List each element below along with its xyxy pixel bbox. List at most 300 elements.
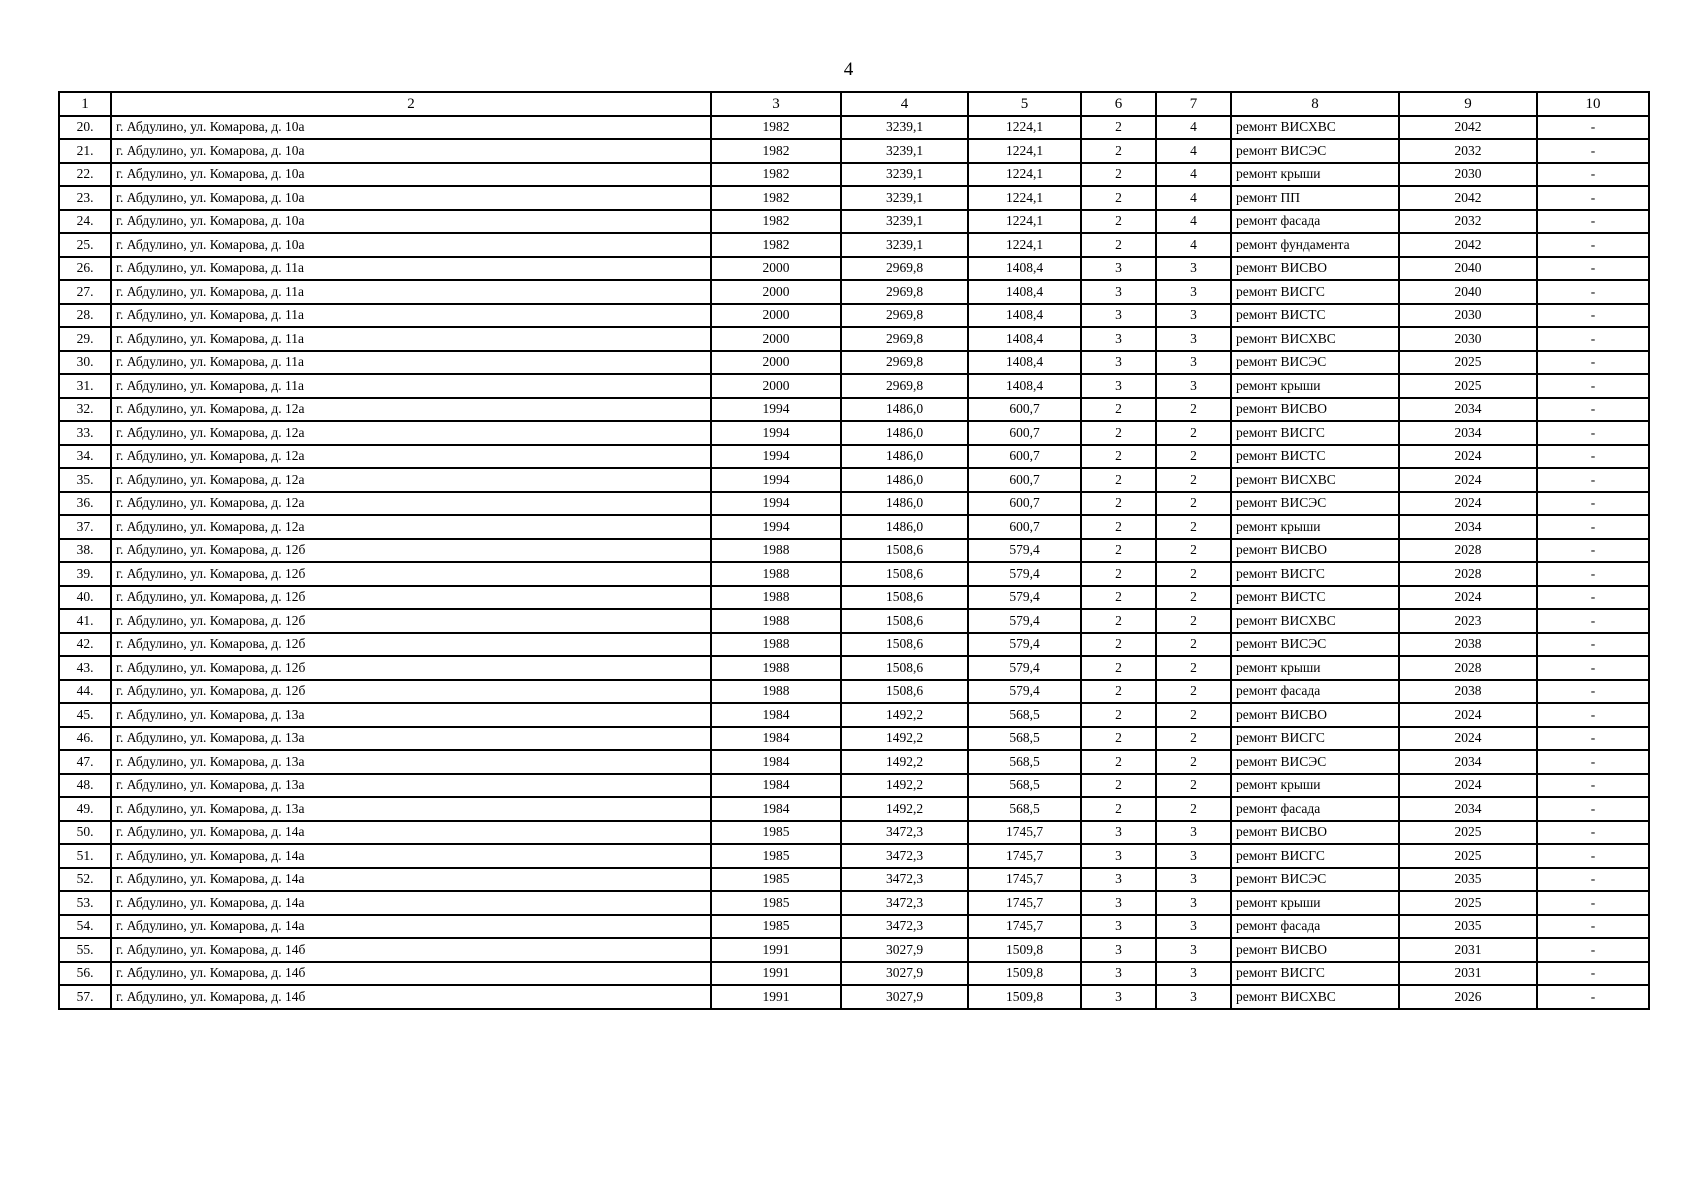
work-type-cell: ремонт ВИСГС [1231, 962, 1399, 986]
planned-year-cell: 2034 [1399, 398, 1537, 422]
living-area-cell: 579,4 [968, 680, 1081, 704]
work-type-cell: ремонт фасада [1231, 797, 1399, 821]
row-number-cell: 43. [59, 656, 111, 680]
note-cell: - [1537, 962, 1649, 986]
floors-cell: 3 [1081, 304, 1156, 328]
row-number-cell: 22. [59, 163, 111, 187]
total-area-cell: 1508,6 [841, 586, 968, 610]
planned-year-cell: 2035 [1399, 915, 1537, 939]
note-cell: - [1537, 210, 1649, 234]
note-cell: - [1537, 421, 1649, 445]
row-number-cell: 32. [59, 398, 111, 422]
floors-cell: 3 [1081, 351, 1156, 375]
planned-year-cell: 2032 [1399, 210, 1537, 234]
row-number-cell: 57. [59, 985, 111, 1009]
living-area-cell: 600,7 [968, 421, 1081, 445]
note-cell: - [1537, 633, 1649, 657]
work-type-cell: ремонт ВИСВО [1231, 821, 1399, 845]
entrances-cell: 3 [1156, 985, 1231, 1009]
entrances-cell: 2 [1156, 797, 1231, 821]
address-cell: г. Абдулино, ул. Комарова, д. 11а [111, 327, 711, 351]
row-number-cell: 21. [59, 139, 111, 163]
living-area-cell: 600,7 [968, 398, 1081, 422]
row-number-cell: 23. [59, 186, 111, 210]
note-cell: - [1537, 797, 1649, 821]
entrances-cell: 2 [1156, 656, 1231, 680]
floors-cell: 2 [1081, 656, 1156, 680]
row-number-cell: 28. [59, 304, 111, 328]
year-built-cell: 2000 [711, 280, 841, 304]
total-area-cell: 1486,0 [841, 398, 968, 422]
work-type-cell: ремонт ВИСХВС [1231, 116, 1399, 140]
entrances-cell: 4 [1156, 186, 1231, 210]
row-number-cell: 50. [59, 821, 111, 845]
row-number-cell: 54. [59, 915, 111, 939]
row-number-cell: 38. [59, 539, 111, 563]
work-type-cell: ремонт крыши [1231, 374, 1399, 398]
living-area-cell: 568,5 [968, 727, 1081, 751]
living-area-cell: 1224,1 [968, 210, 1081, 234]
floors-cell: 2 [1081, 233, 1156, 257]
column-header: 7 [1156, 92, 1231, 116]
table-row [59, 915, 1649, 939]
planned-year-cell: 2028 [1399, 656, 1537, 680]
entrances-cell: 2 [1156, 492, 1231, 516]
entrances-cell: 2 [1156, 539, 1231, 563]
note-cell: - [1537, 656, 1649, 680]
living-area-cell: 600,7 [968, 468, 1081, 492]
address-cell: г. Абдулино, ул. Комарова, д. 10а [111, 210, 711, 234]
address-cell: г. Абдулино, ул. Комарова, д. 14а [111, 821, 711, 845]
entrances-cell: 2 [1156, 421, 1231, 445]
work-type-cell: ремонт крыши [1231, 656, 1399, 680]
row-number-cell: 35. [59, 468, 111, 492]
living-area-cell: 579,4 [968, 539, 1081, 563]
table-row [59, 116, 1649, 140]
row-number-cell: 46. [59, 727, 111, 751]
entrances-cell: 3 [1156, 327, 1231, 351]
living-area-cell: 1224,1 [968, 116, 1081, 140]
planned-year-cell: 2032 [1399, 139, 1537, 163]
table-row [59, 962, 1649, 986]
column-header: 5 [968, 92, 1081, 116]
total-area-cell: 3472,3 [841, 821, 968, 845]
floors-cell: 3 [1081, 915, 1156, 939]
column-header: 8 [1231, 92, 1399, 116]
entrances-cell: 2 [1156, 750, 1231, 774]
table-row [59, 938, 1649, 962]
year-built-cell: 2000 [711, 257, 841, 281]
floors-cell: 2 [1081, 797, 1156, 821]
total-area-cell: 3239,1 [841, 186, 968, 210]
floors-cell: 2 [1081, 562, 1156, 586]
table-row [59, 398, 1649, 422]
table-row [59, 821, 1649, 845]
note-cell: - [1537, 257, 1649, 281]
work-type-cell: ремонт фасада [1231, 680, 1399, 704]
address-cell: г. Абдулино, ул. Комарова, д. 14а [111, 891, 711, 915]
planned-year-cell: 2024 [1399, 774, 1537, 798]
floors-cell: 2 [1081, 398, 1156, 422]
table-row [59, 586, 1649, 610]
address-cell: г. Абдулино, ул. Комарова, д. 12б [111, 633, 711, 657]
column-header: 3 [711, 92, 841, 116]
row-number-cell: 24. [59, 210, 111, 234]
note-cell: - [1537, 492, 1649, 516]
total-area-cell: 1492,2 [841, 727, 968, 751]
work-type-cell: ремонт ВИСХВС [1231, 327, 1399, 351]
floors-cell: 3 [1081, 891, 1156, 915]
living-area-cell: 1224,1 [968, 233, 1081, 257]
entrances-cell: 4 [1156, 116, 1231, 140]
year-built-cell: 2000 [711, 327, 841, 351]
total-area-cell: 1508,6 [841, 539, 968, 563]
work-type-cell: ремонт ВИСХВС [1231, 985, 1399, 1009]
note-cell: - [1537, 609, 1649, 633]
table-row [59, 656, 1649, 680]
address-cell: г. Абдулино, ул. Комарова, д. 14б [111, 938, 711, 962]
year-built-cell: 1982 [711, 163, 841, 187]
entrances-cell: 3 [1156, 868, 1231, 892]
table-row [59, 374, 1649, 398]
row-number-cell: 44. [59, 680, 111, 704]
planned-year-cell: 2031 [1399, 938, 1537, 962]
address-cell: г. Абдулино, ул. Комарова, д. 14а [111, 844, 711, 868]
work-type-cell: ремонт ВИСВО [1231, 938, 1399, 962]
address-cell: г. Абдулино, ул. Комарова, д. 10а [111, 186, 711, 210]
total-area-cell: 3472,3 [841, 891, 968, 915]
year-built-cell: 1985 [711, 891, 841, 915]
table-row [59, 562, 1649, 586]
entrances-cell: 3 [1156, 938, 1231, 962]
entrances-cell: 3 [1156, 891, 1231, 915]
row-number-cell: 41. [59, 609, 111, 633]
row-number-cell: 26. [59, 257, 111, 281]
total-area-cell: 3472,3 [841, 868, 968, 892]
table-row [59, 891, 1649, 915]
year-built-cell: 1985 [711, 915, 841, 939]
address-cell: г. Абдулино, ул. Комарова, д. 11а [111, 257, 711, 281]
year-built-cell: 1982 [711, 116, 841, 140]
note-cell: - [1537, 774, 1649, 798]
entrances-cell: 2 [1156, 703, 1231, 727]
row-number-cell: 27. [59, 280, 111, 304]
living-area-cell: 579,4 [968, 586, 1081, 610]
address-cell: г. Абдулино, ул. Комарова, д. 11а [111, 304, 711, 328]
planned-year-cell: 2038 [1399, 680, 1537, 704]
living-area-cell: 1745,7 [968, 891, 1081, 915]
work-type-cell: ремонт крыши [1231, 891, 1399, 915]
total-area-cell: 1508,6 [841, 562, 968, 586]
entrances-cell: 2 [1156, 515, 1231, 539]
total-area-cell: 2969,8 [841, 280, 968, 304]
year-built-cell: 2000 [711, 351, 841, 375]
year-built-cell: 1985 [711, 821, 841, 845]
year-built-cell: 1994 [711, 398, 841, 422]
note-cell: - [1537, 515, 1649, 539]
repair-schedule-table [58, 91, 1650, 1010]
planned-year-cell: 2042 [1399, 233, 1537, 257]
planned-year-cell: 2023 [1399, 609, 1537, 633]
table-body [59, 116, 1649, 1009]
floors-cell: 3 [1081, 962, 1156, 986]
year-built-cell: 1988 [711, 539, 841, 563]
row-number-cell: 49. [59, 797, 111, 821]
table-row [59, 703, 1649, 727]
row-number-cell: 39. [59, 562, 111, 586]
table-row [59, 163, 1649, 187]
year-built-cell: 1988 [711, 633, 841, 657]
year-built-cell: 1991 [711, 938, 841, 962]
planned-year-cell: 2042 [1399, 186, 1537, 210]
living-area-cell: 600,7 [968, 492, 1081, 516]
work-type-cell: ремонт ВИСЭС [1231, 750, 1399, 774]
living-area-cell: 1509,8 [968, 962, 1081, 986]
entrances-cell: 2 [1156, 774, 1231, 798]
note-cell: - [1537, 750, 1649, 774]
table-row [59, 750, 1649, 774]
living-area-cell: 1408,4 [968, 280, 1081, 304]
address-cell: г. Абдулино, ул. Комарова, д. 10а [111, 139, 711, 163]
table-row [59, 515, 1649, 539]
work-type-cell: ремонт ВИСВО [1231, 703, 1399, 727]
planned-year-cell: 2030 [1399, 304, 1537, 328]
year-built-cell: 2000 [711, 374, 841, 398]
floors-cell: 2 [1081, 703, 1156, 727]
year-built-cell: 1988 [711, 680, 841, 704]
planned-year-cell: 2042 [1399, 116, 1537, 140]
living-area-cell: 568,5 [968, 703, 1081, 727]
living-area-cell: 1509,8 [968, 938, 1081, 962]
entrances-cell: 2 [1156, 445, 1231, 469]
row-number-cell: 33. [59, 421, 111, 445]
living-area-cell: 1408,4 [968, 351, 1081, 375]
living-area-cell: 568,5 [968, 774, 1081, 798]
row-number-cell: 34. [59, 445, 111, 469]
note-cell: - [1537, 327, 1649, 351]
address-cell: г. Абдулино, ул. Комарова, д. 12б [111, 586, 711, 610]
work-type-cell: ремонт ВИСТС [1231, 304, 1399, 328]
note-cell: - [1537, 116, 1649, 140]
work-type-cell: ремонт ВИСВО [1231, 539, 1399, 563]
total-area-cell: 2969,8 [841, 327, 968, 351]
row-number-cell: 20. [59, 116, 111, 140]
work-type-cell: ремонт ВИСЭС [1231, 351, 1399, 375]
floors-cell: 3 [1081, 327, 1156, 351]
planned-year-cell: 2040 [1399, 257, 1537, 281]
year-built-cell: 2000 [711, 304, 841, 328]
total-area-cell: 3027,9 [841, 962, 968, 986]
living-area-cell: 1224,1 [968, 139, 1081, 163]
total-area-cell: 2969,8 [841, 374, 968, 398]
planned-year-cell: 2024 [1399, 468, 1537, 492]
total-area-cell: 2969,8 [841, 304, 968, 328]
work-type-cell: ремонт ВИСГС [1231, 727, 1399, 751]
planned-year-cell: 2031 [1399, 962, 1537, 986]
work-type-cell: ремонт ВИСГС [1231, 844, 1399, 868]
table-row [59, 257, 1649, 281]
entrances-cell: 3 [1156, 257, 1231, 281]
total-area-cell: 1486,0 [841, 445, 968, 469]
floors-cell: 2 [1081, 774, 1156, 798]
address-cell: г. Абдулино, ул. Комарова, д. 12а [111, 515, 711, 539]
entrances-cell: 3 [1156, 374, 1231, 398]
living-area-cell: 1745,7 [968, 844, 1081, 868]
work-type-cell: ремонт крыши [1231, 774, 1399, 798]
year-built-cell: 1984 [711, 703, 841, 727]
entrances-cell: 3 [1156, 844, 1231, 868]
work-type-cell: ремонт ВИСХВС [1231, 468, 1399, 492]
total-area-cell: 3239,1 [841, 233, 968, 257]
total-area-cell: 2969,8 [841, 257, 968, 281]
entrances-cell: 4 [1156, 163, 1231, 187]
living-area-cell: 579,4 [968, 656, 1081, 680]
planned-year-cell: 2025 [1399, 374, 1537, 398]
address-cell: г. Абдулино, ул. Комарова, д. 11а [111, 351, 711, 375]
entrances-cell: 3 [1156, 821, 1231, 845]
year-built-cell: 1982 [711, 139, 841, 163]
entrances-cell: 3 [1156, 962, 1231, 986]
entrances-cell: 2 [1156, 562, 1231, 586]
work-type-cell: ремонт ВИСЭС [1231, 633, 1399, 657]
living-area-cell: 568,5 [968, 750, 1081, 774]
row-number-cell: 29. [59, 327, 111, 351]
row-number-cell: 31. [59, 374, 111, 398]
note-cell: - [1537, 374, 1649, 398]
note-cell: - [1537, 445, 1649, 469]
work-type-cell: ремонт крыши [1231, 515, 1399, 539]
total-area-cell: 1486,0 [841, 515, 968, 539]
floors-cell: 2 [1081, 727, 1156, 751]
work-type-cell: ремонт ВИСХВС [1231, 609, 1399, 633]
address-cell: г. Абдулино, ул. Комарова, д. 12а [111, 398, 711, 422]
work-type-cell: ремонт ВИСТС [1231, 445, 1399, 469]
floors-cell: 3 [1081, 868, 1156, 892]
total-area-cell: 3239,1 [841, 116, 968, 140]
table-row [59, 492, 1649, 516]
note-cell: - [1537, 868, 1649, 892]
planned-year-cell: 2028 [1399, 562, 1537, 586]
entrances-cell: 4 [1156, 233, 1231, 257]
year-built-cell: 1988 [711, 562, 841, 586]
row-number-cell: 55. [59, 938, 111, 962]
total-area-cell: 1508,6 [841, 680, 968, 704]
year-built-cell: 1991 [711, 962, 841, 986]
total-area-cell: 3239,1 [841, 163, 968, 187]
living-area-cell: 1408,4 [968, 304, 1081, 328]
floors-cell: 3 [1081, 938, 1156, 962]
living-area-cell: 1745,7 [968, 868, 1081, 892]
note-cell: - [1537, 280, 1649, 304]
address-cell: г. Абдулино, ул. Комарова, д. 14а [111, 868, 711, 892]
address-cell: г. Абдулино, ул. Комарова, д. 11а [111, 280, 711, 304]
note-cell: - [1537, 891, 1649, 915]
table-row [59, 139, 1649, 163]
note-cell: - [1537, 703, 1649, 727]
year-built-cell: 1984 [711, 797, 841, 821]
planned-year-cell: 2024 [1399, 492, 1537, 516]
table-row [59, 797, 1649, 821]
note-cell: - [1537, 186, 1649, 210]
table-row [59, 727, 1649, 751]
row-number-cell: 42. [59, 633, 111, 657]
total-area-cell: 1492,2 [841, 797, 968, 821]
floors-cell: 2 [1081, 163, 1156, 187]
table-row [59, 774, 1649, 798]
note-cell: - [1537, 562, 1649, 586]
work-type-cell: ремонт ВИСЭС [1231, 868, 1399, 892]
note-cell: - [1537, 351, 1649, 375]
row-number-cell: 25. [59, 233, 111, 257]
work-type-cell: ремонт ВИСЭС [1231, 139, 1399, 163]
total-area-cell: 3239,1 [841, 139, 968, 163]
year-built-cell: 1991 [711, 985, 841, 1009]
planned-year-cell: 2025 [1399, 821, 1537, 845]
entrances-cell: 2 [1156, 680, 1231, 704]
row-number-cell: 48. [59, 774, 111, 798]
planned-year-cell: 2025 [1399, 844, 1537, 868]
living-area-cell: 1224,1 [968, 163, 1081, 187]
living-area-cell: 1408,4 [968, 257, 1081, 281]
floors-cell: 2 [1081, 609, 1156, 633]
floors-cell: 2 [1081, 421, 1156, 445]
planned-year-cell: 2040 [1399, 280, 1537, 304]
note-cell: - [1537, 586, 1649, 610]
total-area-cell: 1508,6 [841, 633, 968, 657]
work-type-cell: ремонт ВИСЭС [1231, 492, 1399, 516]
table-row [59, 186, 1649, 210]
floors-cell: 2 [1081, 680, 1156, 704]
note-cell: - [1537, 727, 1649, 751]
column-header: 6 [1081, 92, 1156, 116]
planned-year-cell: 2034 [1399, 421, 1537, 445]
year-built-cell: 1994 [711, 445, 841, 469]
floors-cell: 2 [1081, 210, 1156, 234]
floors-cell: 3 [1081, 280, 1156, 304]
note-cell: - [1537, 304, 1649, 328]
year-built-cell: 1985 [711, 868, 841, 892]
work-type-cell: ремонт фасада [1231, 915, 1399, 939]
note-cell: - [1537, 938, 1649, 962]
table-row [59, 985, 1649, 1009]
note-cell: - [1537, 985, 1649, 1009]
table-row [59, 210, 1649, 234]
column-header: 9 [1399, 92, 1537, 116]
floors-cell: 2 [1081, 515, 1156, 539]
total-area-cell: 1508,6 [841, 609, 968, 633]
work-type-cell: ремонт ПП [1231, 186, 1399, 210]
planned-year-cell: 2035 [1399, 868, 1537, 892]
entrances-cell: 3 [1156, 304, 1231, 328]
table-row [59, 327, 1649, 351]
note-cell: - [1537, 821, 1649, 845]
floors-cell: 3 [1081, 985, 1156, 1009]
work-type-cell: ремонт крыши [1231, 163, 1399, 187]
entrances-cell: 2 [1156, 633, 1231, 657]
planned-year-cell: 2024 [1399, 727, 1537, 751]
year-built-cell: 1984 [711, 727, 841, 751]
planned-year-cell: 2034 [1399, 797, 1537, 821]
entrances-cell: 2 [1156, 586, 1231, 610]
page-number: 4 [843, 59, 854, 80]
entrances-cell: 2 [1156, 609, 1231, 633]
work-type-cell: ремонт ВИСГС [1231, 421, 1399, 445]
total-area-cell: 2969,8 [841, 351, 968, 375]
address-cell: г. Абдулино, ул. Комарова, д. 12а [111, 445, 711, 469]
work-type-cell: ремонт фундамента [1231, 233, 1399, 257]
floors-cell: 2 [1081, 116, 1156, 140]
row-number-cell: 30. [59, 351, 111, 375]
